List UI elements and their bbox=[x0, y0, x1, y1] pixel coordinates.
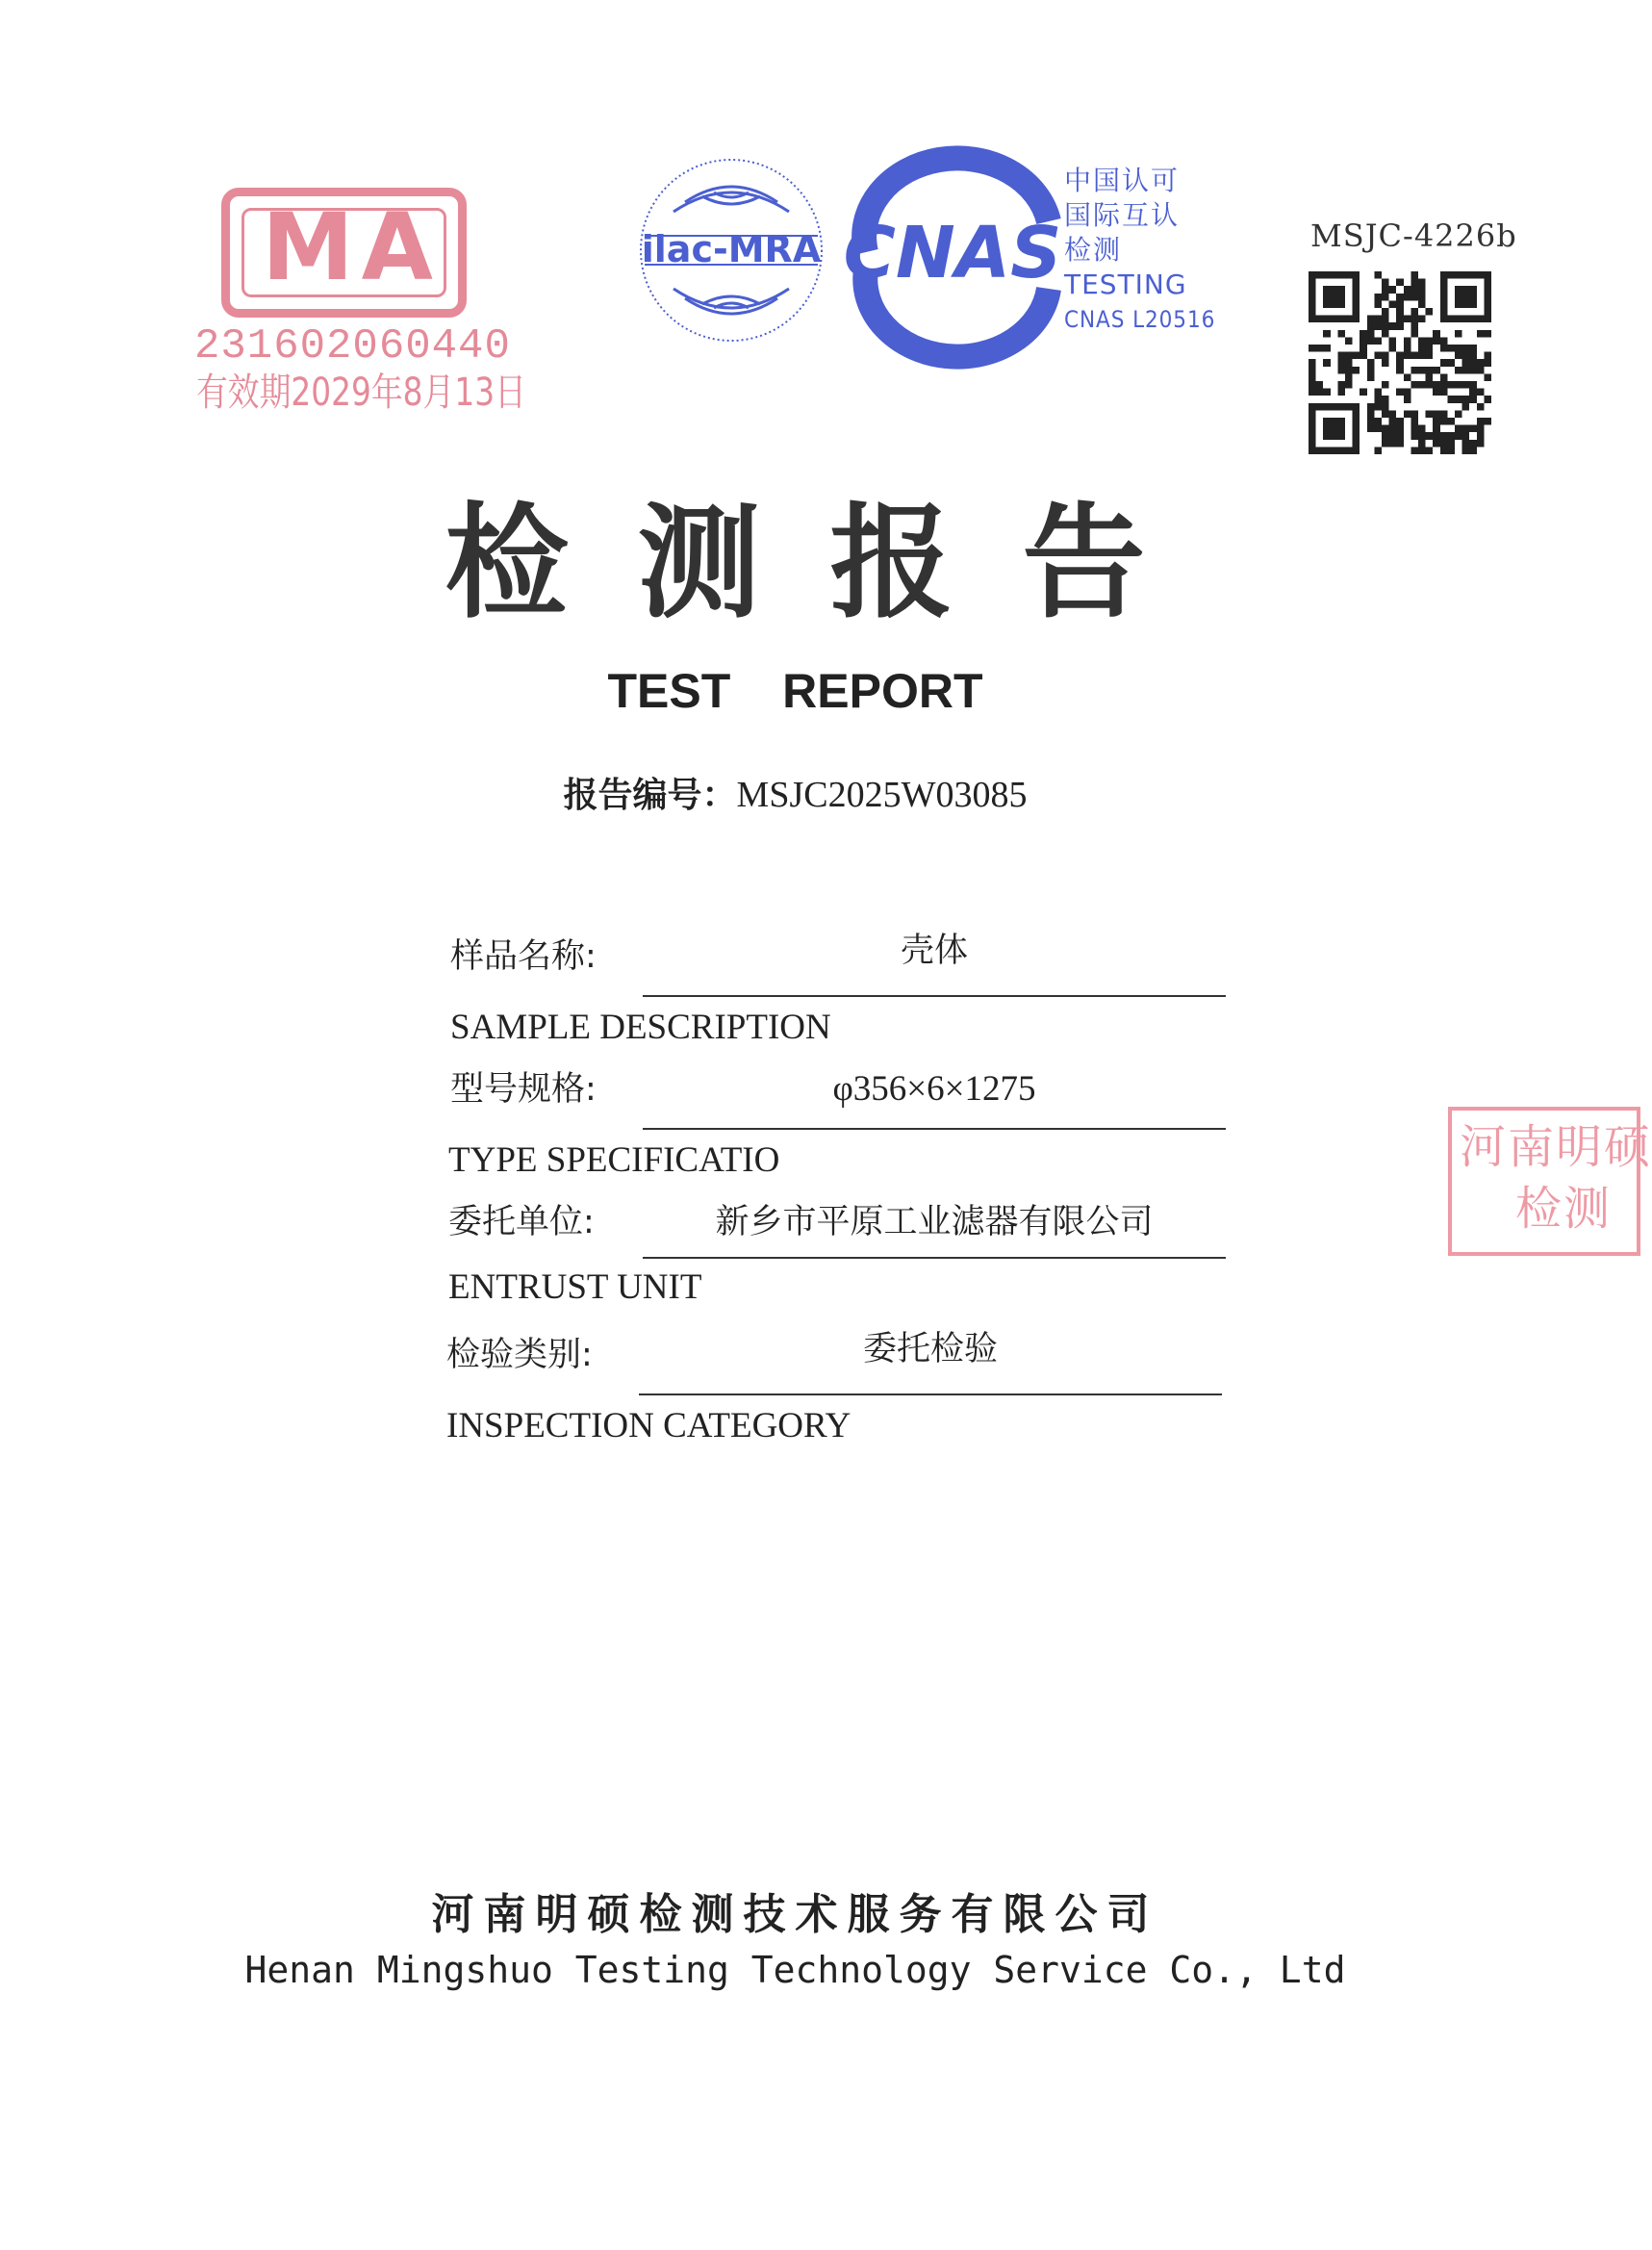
type-spec-value: φ356×6×1275 bbox=[832, 1069, 1036, 1109]
inspection-category-label: 检验类别: bbox=[446, 1336, 593, 1374]
inspection-category-underline bbox=[639, 1393, 1222, 1395]
cnas-line-4: TESTING bbox=[1064, 268, 1187, 300]
entrust-unit-underline bbox=[643, 1257, 1226, 1259]
entrust-unit-value: 新乡市平原工业滤器有限公司 bbox=[715, 1203, 1154, 1241]
company-name-en: Henan Mingshuo Testing Technology Service Co., Ltd bbox=[244, 1949, 1346, 1991]
company-seal-stamp bbox=[1448, 1107, 1652, 1256]
sample-name-label: 样品名称: bbox=[450, 937, 597, 976]
sample-description-label: SAMPLE DESCRIPTION bbox=[450, 1008, 831, 1047]
report-number bbox=[0, 773, 1590, 818]
company-seal-line-1: 河南明硕 bbox=[1460, 1120, 1652, 1174]
inspection-category-value: 委托检验 bbox=[862, 1330, 998, 1368]
cnas-line-1: 中国认可 bbox=[1064, 165, 1181, 196]
cnas-line-2: 国际互认 bbox=[1064, 199, 1181, 231]
ilac-mra-label: ilac-MRA bbox=[641, 228, 822, 270]
report-title-en: TEST REPORT bbox=[607, 664, 983, 718]
entrust-unit-en-label: ENTRUST UNIT bbox=[448, 1267, 702, 1307]
type-spec-underline bbox=[643, 1128, 1226, 1130]
type-spec-label: 型号规格: bbox=[450, 1070, 597, 1109]
cnas-line-5: CNAS L20516 bbox=[1064, 306, 1216, 333]
ilac-mra-logo bbox=[635, 154, 827, 346]
report-title-cn: 检测报告 bbox=[445, 491, 1215, 635]
report-number-label: 报告编号： bbox=[563, 776, 737, 815]
inspection-category-en-label: INSPECTION CATEGORY bbox=[446, 1406, 851, 1445]
sample-name-underline bbox=[643, 995, 1226, 997]
ma-stamp-number: 231602060440 bbox=[194, 322, 511, 371]
document-code: MSJC-4226b bbox=[1310, 217, 1517, 254]
company-seal-line-2: 检测 bbox=[1515, 1182, 1613, 1236]
report-number-value: MSJC2025W03085 bbox=[736, 775, 1028, 815]
type-specification-label: TYPE SPECIFICATIO bbox=[448, 1140, 780, 1180]
cnas-logo bbox=[837, 164, 1068, 342]
cnas-label: CNAS bbox=[843, 212, 1062, 294]
sample-name-value: 壳体 bbox=[900, 932, 968, 970]
ma-certification-stamp bbox=[192, 188, 526, 419]
cnas-line-3: 检测 bbox=[1064, 234, 1123, 266]
cnas-accreditation-text bbox=[1064, 164, 1218, 337]
qr-code-icon bbox=[1309, 271, 1491, 454]
ma-stamp-mark: MA bbox=[262, 193, 441, 301]
company-name-cn: 河南明硕检测技术服务有限公司 bbox=[431, 1890, 1159, 1939]
ma-stamp-validity: 有效期2029年8月13日 bbox=[196, 371, 526, 415]
entrust-unit-label: 委托单位: bbox=[448, 1203, 595, 1241]
